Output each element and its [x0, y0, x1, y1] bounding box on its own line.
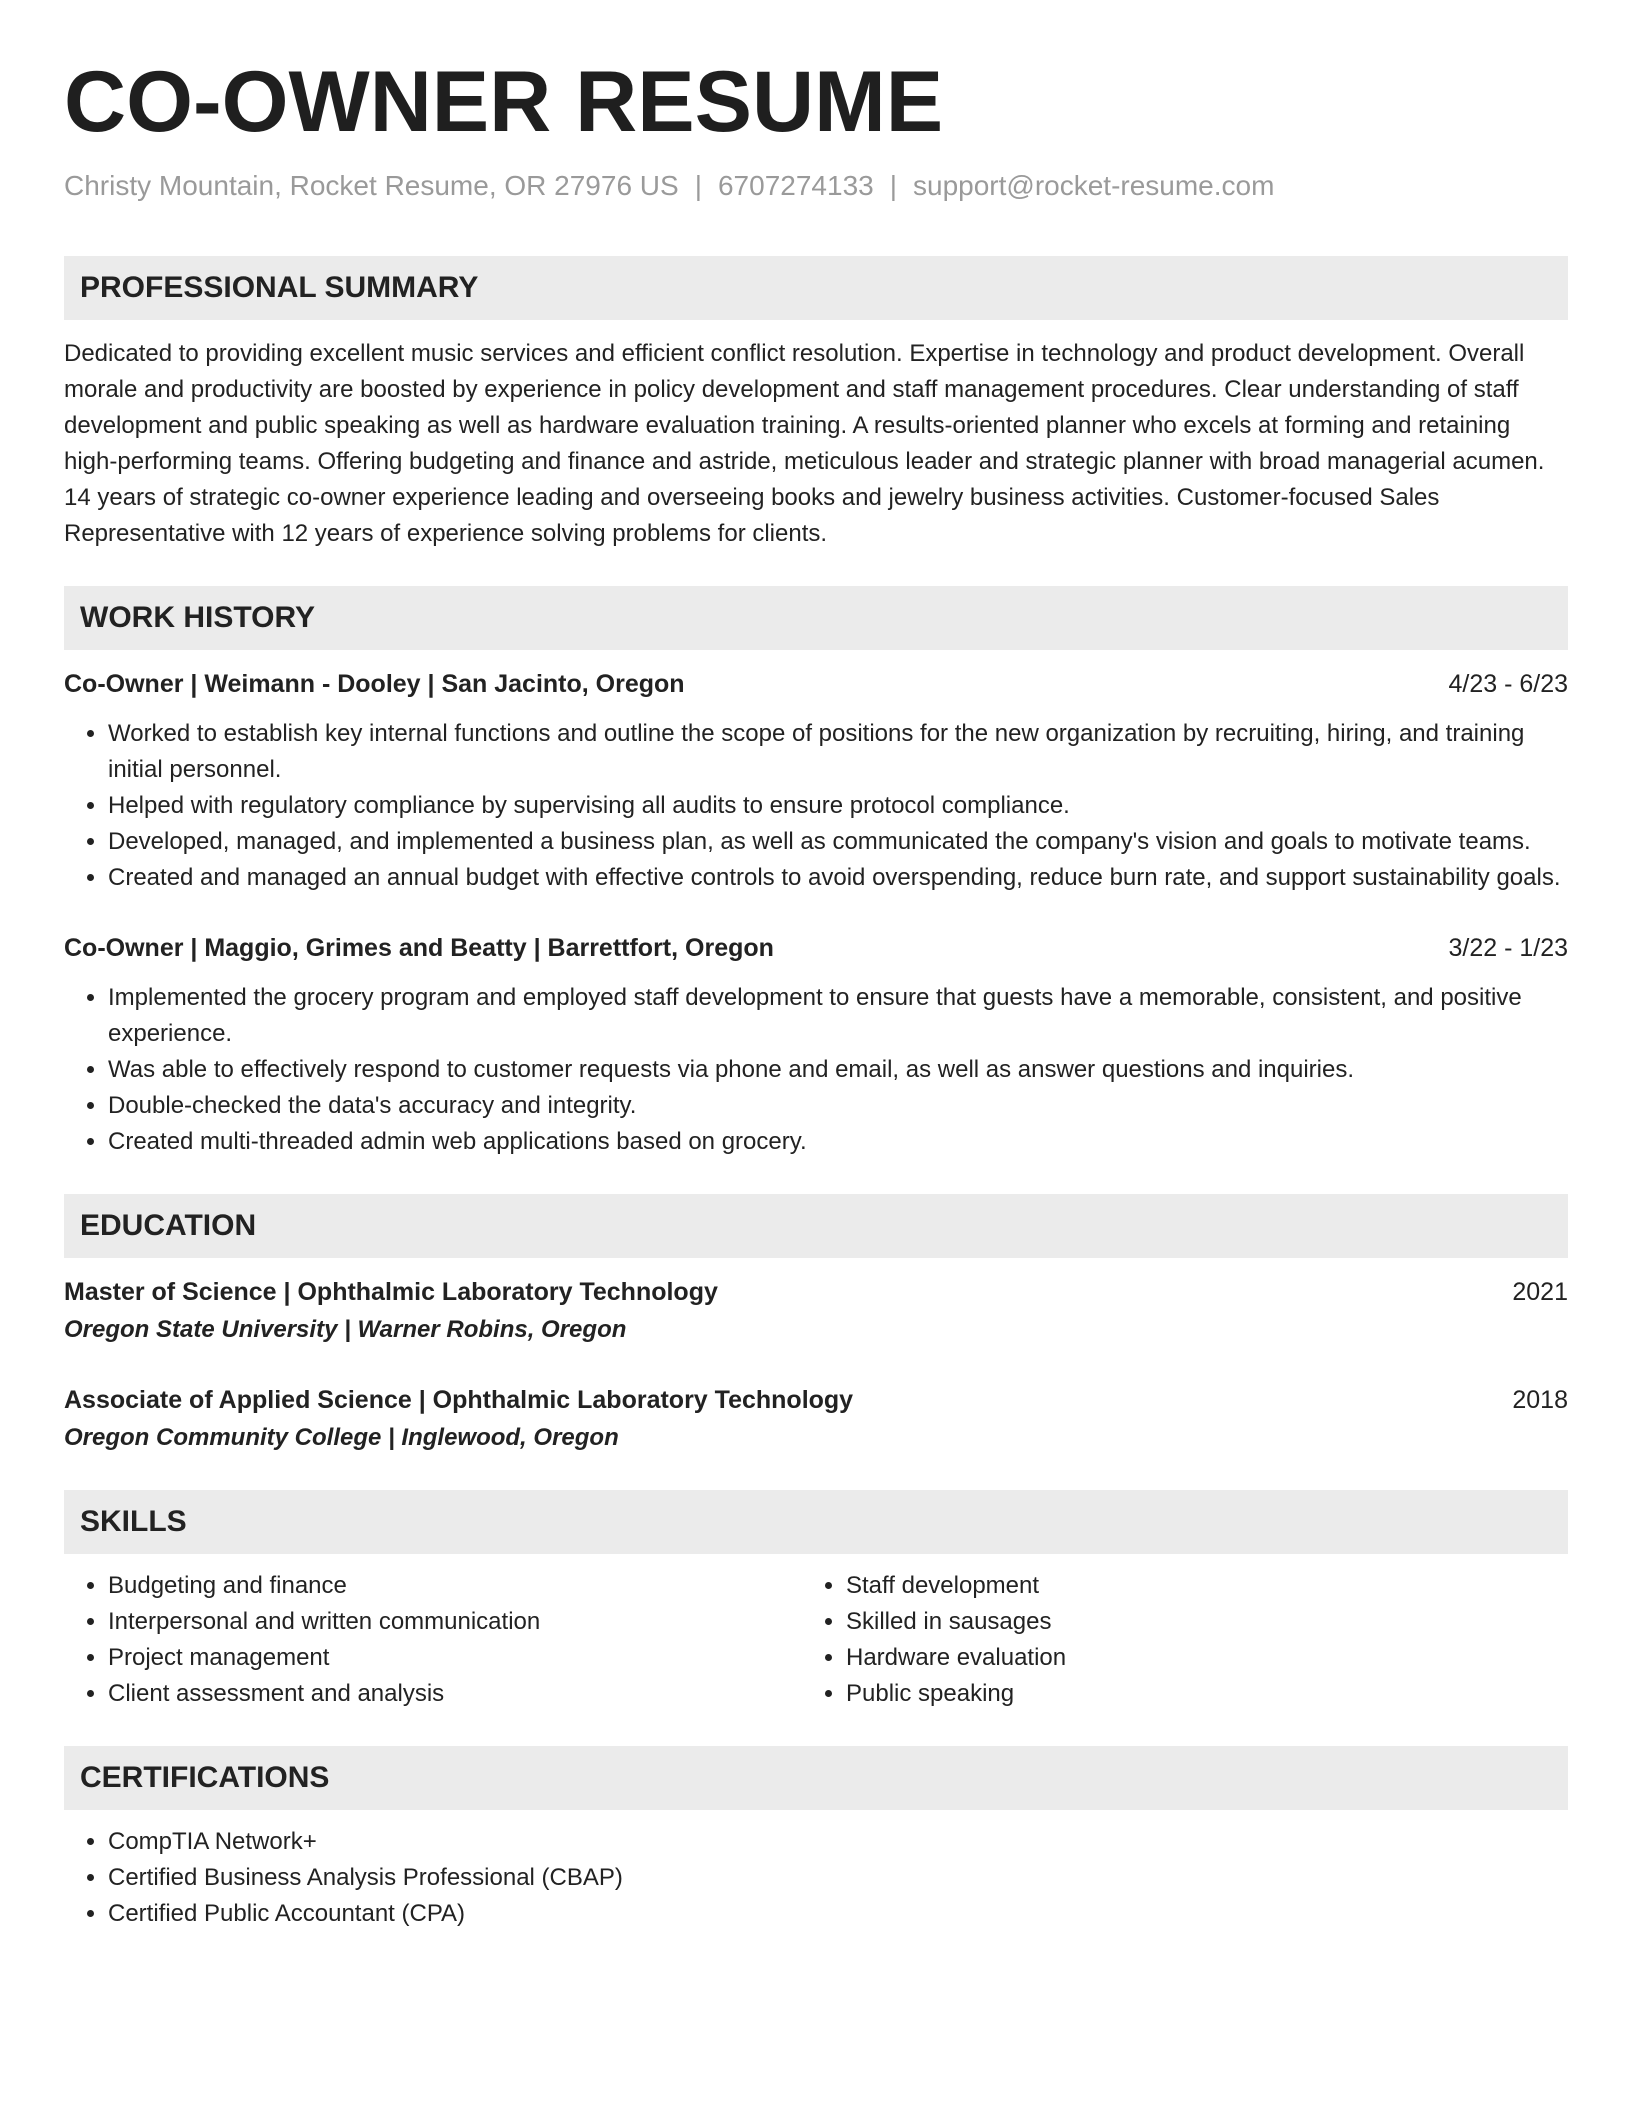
job-entry [64, 666, 1568, 896]
section-header-summary: PROFESSIONAL SUMMARY [64, 256, 1568, 320]
education-year: 2018 [1512, 1386, 1568, 1414]
skills-grid [64, 1568, 1568, 1712]
contact-email: support@rocket-resume.com [913, 170, 1275, 201]
contact-address: Christy Mountain, Rocket Resume, OR 27976 US [64, 170, 679, 201]
contact-line [64, 168, 1568, 204]
skill-item: • Public speaking [846, 1676, 1540, 1712]
section-header-work-history: WORK HISTORY [64, 586, 1568, 650]
job-bullet: • Worked to establish key internal functions and outline the scope of positions for the new organization by recruiting, hiring, and training initial personnel. [108, 716, 1568, 788]
job-title-line: Co-Owner | Maggio, Grimes and Beatty | Barrettfort, Oregon [64, 934, 774, 962]
job-bullet: • Developed, managed, and implemented a business plan, as well as communicated the company's vision and goals to motivate teams. [108, 824, 1568, 860]
job-dates: 3/22 - 1/23 [1448, 934, 1568, 962]
job-bullet: • Created and managed an annual budget with effective controls to avoid overspending, reduce burn rate, and support sustainability goals. [108, 860, 1568, 896]
skill-item: • Skilled in sausages [846, 1604, 1540, 1640]
job-bullet: • Helped with regulatory compliance by supervising all audits to ensure protocol compliance. [108, 788, 1568, 824]
job-bullet: • Created multi-threaded admin web applications based on grocery. [108, 1124, 1568, 1160]
contact-separator: | [889, 170, 897, 201]
job-bullet: • Double-checked the data's accuracy and integrity. [108, 1088, 1568, 1124]
certification-item: • Certified Business Analysis Professional (CBAP) [108, 1860, 1568, 1896]
job-bullet-list [64, 980, 1568, 1160]
contact-separator: | [694, 170, 702, 201]
job-bullet: • Implemented the grocery program and employed staff development to ensure that guests have a memorable, consistent, and positive experience. [108, 980, 1568, 1052]
education-degree-line: Associate of Applied Science | Ophthalmic Laboratory Technology [64, 1386, 854, 1414]
summary-text: Dedicated to providing excellent music services and efficient conflict resolution. Expertise in technology and product development. Overall morale and productivity are boosted by experience in policy development and staff management procedures. Clear understanding of staff development and public speaking as well as hardware evaluation training. A results-oriented planner who excels at forming and retaining high-performing teams. Offering budgeting and finance and astride, meticulous leader and strategic planner with broad managerial acumen. 14 years of strategic co-owner experience leading and overseeing books and jewelry business activities. Customer-focused Sales Representative with 12 years of experience solving problems for clients. [64, 340, 1545, 547]
section-header-skills: SKILLS [64, 1490, 1568, 1554]
education-degree-line: Master of Science | Ophthalmic Laboratory Technology [64, 1278, 718, 1306]
contact-phone: 6707274133 [717, 170, 874, 201]
job-header [64, 666, 1568, 702]
job-title-line: Co-Owner | Weimann - Dooley | San Jacinto, Oregon [64, 670, 685, 698]
skills-list-right [802, 1568, 1540, 1712]
education-header [64, 1274, 1568, 1310]
job-dates: 4/23 - 6/23 [1448, 670, 1568, 698]
resume-title: CO-OWNER RESUME [64, 54, 944, 150]
education-entry [64, 1274, 1568, 1348]
section-header-education: EDUCATION [64, 1194, 1568, 1258]
skill-item: • Interpersonal and written communication [108, 1604, 802, 1640]
job-header [64, 930, 1568, 966]
certification-item: • CompTIA Network+ [108, 1824, 1568, 1860]
education-school-line: Oregon State University | Warner Robins, Oregon [64, 1316, 627, 1343]
skills-list-left [64, 1568, 802, 1712]
education-school-line: Oregon Community College | Inglewood, Oregon [64, 1424, 619, 1451]
education-year: 2021 [1512, 1278, 1568, 1306]
job-entry [64, 930, 1568, 1160]
job-bullet: • Was able to effectively respond to customer requests via phone and email, as well as answer questions and inquiries. [108, 1052, 1568, 1088]
education-entry [64, 1382, 1568, 1456]
job-bullet-list [64, 716, 1568, 896]
skill-item: • Budgeting and finance [108, 1568, 802, 1604]
education-header [64, 1382, 1568, 1418]
skill-item: • Project management [108, 1640, 802, 1676]
section-header-certifications: CERTIFICATIONS [64, 1746, 1568, 1810]
skill-item: • Staff development [846, 1568, 1540, 1604]
skill-item: • Hardware evaluation [846, 1640, 1540, 1676]
skill-item: • Client assessment and analysis [108, 1676, 802, 1712]
certification-item: • Certified Public Accountant (CPA) [108, 1896, 1568, 1932]
certifications-list [64, 1824, 1568, 1932]
